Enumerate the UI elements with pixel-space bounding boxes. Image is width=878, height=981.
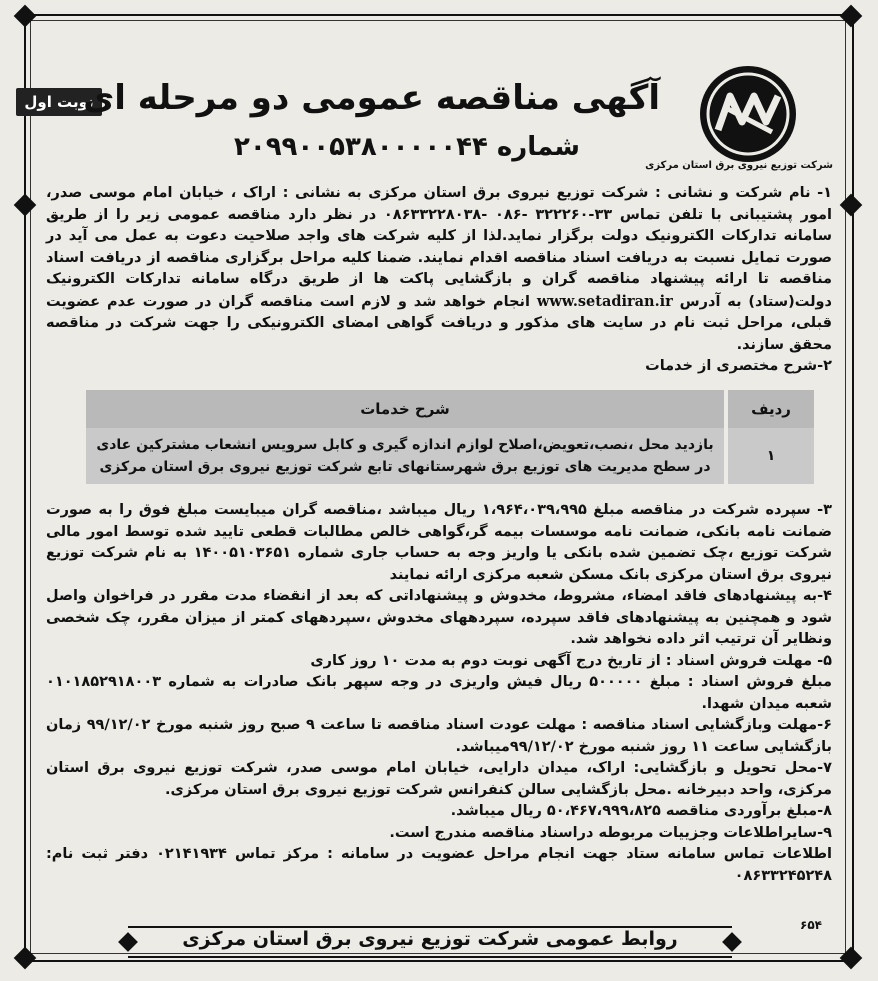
section-6: ۶-مهلت وبازگشایی اسناد مناقصه : مهلت عودت اسناد مناقصه تا ساعت ۹ صبح روز شنبه مورخ ۹۹/۱۲/۰۲ زمان بازگشایی ساعت ۱۱ روز شنبه مورخ ۹۹/۱۲/۰۲میباشد. [46, 717, 832, 755]
page-title: آگهی مناقصه عمومی دو مرحله ای [83, 78, 660, 118]
page-number: ۶۵۴ [800, 918, 822, 932]
section-9: ۹-سایراطلاعات وجزییات مربوطه دراسناد مناقصه مندرج است. [389, 824, 832, 841]
section-7: ۷-محل تحویل و بازگشایی: اراک، میدان دارایی، خیابان امام موسی صدر، شرکت توزیع نیروی برق استان مرکزی، واحد دبیرخانه .محل بازگشایی سالن کنفرانس شرکت توزیع نیروی برق استان مرکزی. [46, 760, 832, 798]
section-1 [46, 183, 832, 378]
section-1-text: ۱- نام شرکت و نشانی : شرکت توزیع نیروی برق استان مرکزی به نشانی : اراک ، خیابان امام موسی صدر، امور پشتیبانی با تلفن تماس ۳۳-۳۲۲۲۶۰ -۰۸۶ -۰۸۶۳۳۲۲۸۰۳۸ در نظر دارد مناقصه عمومی زیر را از طریق سامانه تدارکات الکترونیک دولت برگزار نماید.لذا از کلیه شرکت های واجد صلاحیت دعوت به عمل می آید در صورت تمایل نسبت به دریافت اسناد مناقصه اقدام نمایند. ضمنا کلیه مراحل برگزاری مناقصه از دریافت اسناد مناقصه تا ارائه پیشنهاد مناقصه گران و بازگشایی پاکت ها از طریق درگاه سامانه تدارکات الکترونیک دولت(ستاد) به آدرس [46, 185, 832, 310]
logo-caption: شرکت توزیع نیروی برق استان مرکزی [645, 160, 833, 171]
section-8: ۸-مبلغ برآوردی مناقصه ۵۰،۴۶۷،۹۹۹،۸۲۵ ریال میباشد. [450, 803, 832, 819]
tender-number: شماره ۲۰۹۹۰۰۵۳۸۰۰۰۰۰۴۴ [233, 132, 580, 162]
col-header-desc: شرح خدمات [84, 390, 726, 428]
contact-info: اطلاعات تماس سامانه ستاد جهت انجام مراحل عضویت در سامانه : مرکز تماس ۰۲۱۴۱۹۳۴ دفتر ثبت نام: ۰۸۶۳۳۲۴۵۲۴۸ [46, 846, 833, 884]
section-3: ۳- سپرده شرکت در مناقصه مبلغ ۱،۹۶۴،۰۳۹،۹۹۵ ریال میباشد ،مناقصه گران میبایست مبلغ فوق را به صورت ضمانت نامه بانکی، ضمانت نامه موسسات بیمه گر،گواهی خالص مطالبات قطعی تایید شده توسط امور مالی شرکت توزیع ،چک تضمین شده بانکی یا واریز وجه به حساب جاری شماره ۱۴۰۰۵۱۰۳۶۵۱ به نام شرکت توزیع نیروی برق استان مرکزی بانک مسکن شعبه مرکزی ارائه نمایند [46, 502, 832, 583]
round-badge: نوبت اول [16, 88, 102, 116]
services-table [82, 390, 814, 484]
col-header-row: ردیف [726, 390, 814, 428]
section-5-price: مبلغ فروش اسناد : مبلغ ۵۰۰۰۰۰ ریال فیش واریزی در وجه سپهر بانک صادرات به شماره ۰۱۰۱۸۵۲۹۱۸۰۰۳ شعبه میدان شهدا. [46, 674, 832, 712]
setad-url[interactable]: www.setadiran.ir [536, 292, 673, 310]
section-4: ۴-به پیشنهادهای فاقد امضاء، مشروط، مخدوش و پیشنهاداتی که بعد از انقضاء مدت مقرر در فراخوان واصل شود و همچنین به پیشنهادهای فاقد سپرده، سپردههای مخدوش ،سپردههای کمتر از میزان مقرر، چک شخصی ونظایر آن ترتیب اثر داده نخواهد شد. [46, 588, 832, 647]
sections-3-9 [46, 500, 832, 887]
row-desc: بازدید محل ،نصب،تعویض،اصلاح لوازم اندازه گیری و کابل سرویس انشعاب مشترکین عادی در سطح مدیریت های توزیع برق شهرستانهای تابع شرکت توزیع نیروی برق استان مرکزی [84, 428, 726, 484]
table-row [84, 428, 814, 484]
row-index: ۱ [726, 428, 814, 484]
footer-public-relations: روابط عمومی شرکت توزیع نیروی برق استان مرکزی [182, 928, 678, 950]
section-1-tail: انجام خواهد شد و لازم است مناقصه گران در صورت عدم عضویت قبلی، مراحل ثبت نام در سایت های مذکور و دریافت گواهی امضای الکترونیکی را جهت شرکت در مناقصه محقق سازند. [46, 293, 832, 353]
section-5: ۵- مهلت فروش اسناد : از تاریخ درج آگهی نوبت دوم به مدت ۱۰ روز کاری [310, 652, 832, 669]
company-logo-icon [696, 62, 800, 166]
section-2-heading: ۲-شرح مختصری از خدمات [645, 358, 832, 374]
